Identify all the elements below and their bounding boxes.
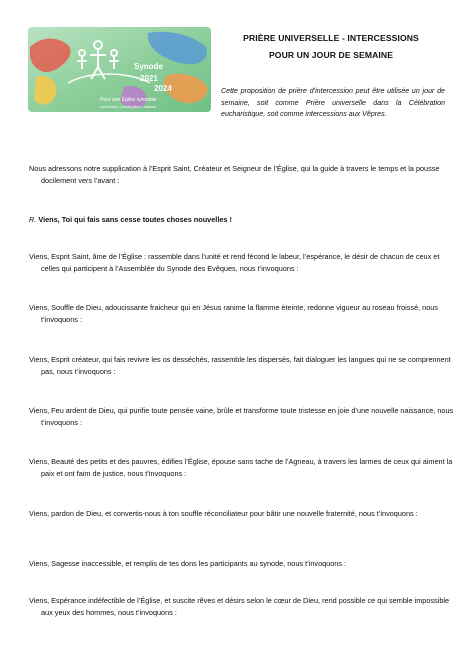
title-line-1: PRIÈRE UNIVERSELLE - INTERCESSIONS xyxy=(243,33,419,43)
intercession-8: Viens, Espérance indéfectible de l’Église, et suscite rêves et désirs selon le cœur de Dieu, rend possible ce qui semble impossible aux yeux des hommes, nous t’invoquons : xyxy=(29,596,450,617)
title-line-2: POUR UN JOUR DE SEMAINE xyxy=(268,50,394,60)
response-line xyxy=(29,214,457,226)
response-prefix: R. xyxy=(29,215,37,224)
page-title xyxy=(224,30,438,64)
opening-paragraph: Nous adressons notre supplication à l’Esprit Saint, Créateur et Seigneur de l’Église, qui la guide à travers le temps et la pousse docilement vers l’avant : xyxy=(29,164,440,185)
intercession-1: Viens, Esprit Saint, âme de l’Église : rassemble dans l’unité et rend fécond le labeur, l’espérance, le désir de chacun de ceux et celles qui participent à l’Assemblée du Synode des Evêques, nous t’invoquons : xyxy=(29,252,440,273)
logo-year-end: 2024 xyxy=(154,84,172,93)
logo-year-start: 2021 xyxy=(140,74,158,83)
synod-logo xyxy=(28,27,211,112)
logo-subtitle: Pour une Église synodale xyxy=(100,97,157,103)
intercession-3: Viens, Esprit créateur, qui fais revivre les os desséchés, rassemble les dispersés, fait dialoguer les langues qui ne se comprennent pas, nous t’invoquons : xyxy=(29,355,451,376)
intercession-5: Viens, Beauté des petits et des pauvres, édifies l’Église, épouse sans tache de l’Agneau, à travers les larmes de ceux qui aiment la paix et ont faim de justice, nous t’invoquons : xyxy=(29,457,453,478)
logo-synod-text: Synode xyxy=(134,62,163,71)
intro-paragraph: Cette proposition de prière d’intercession peut être utilisée un jour de semaine, soit comme Prière universelle dans la Célébration eucharistique, soit comme intercessions aux Vêpres. xyxy=(221,87,445,119)
intercession-4: Viens, Feu ardent de Dieu, qui purifie toute pensée vaine, brûle et transforme toute tristesse en joie d’une nouvelle naissance, nous t’invoquons : xyxy=(29,406,454,427)
intercession-7: Viens, Sagesse inaccessible, et remplis de tes dons les participants au synode, nous t’invoquons : xyxy=(29,559,347,568)
synod-logo-graphic xyxy=(28,27,211,112)
intercession-6: Viens, pardon de Dieu, et convertis-nous à ton souffle réconciliateur pour bâtir une nouvelle fraternité, nous t’invoquons : xyxy=(29,509,418,518)
intercession-2: Viens, Souffle de Dieu, adoucissante fraicheur qui en Jésus ranime la flamme éteinte, redonne vigueur au roseau froissé, nous t’invoquons : xyxy=(29,303,439,324)
logo-motto: communion | participation | mission xyxy=(100,105,156,109)
response-text: Viens, Toi qui fais sans cesse toutes choses nouvelles ! xyxy=(36,215,232,224)
